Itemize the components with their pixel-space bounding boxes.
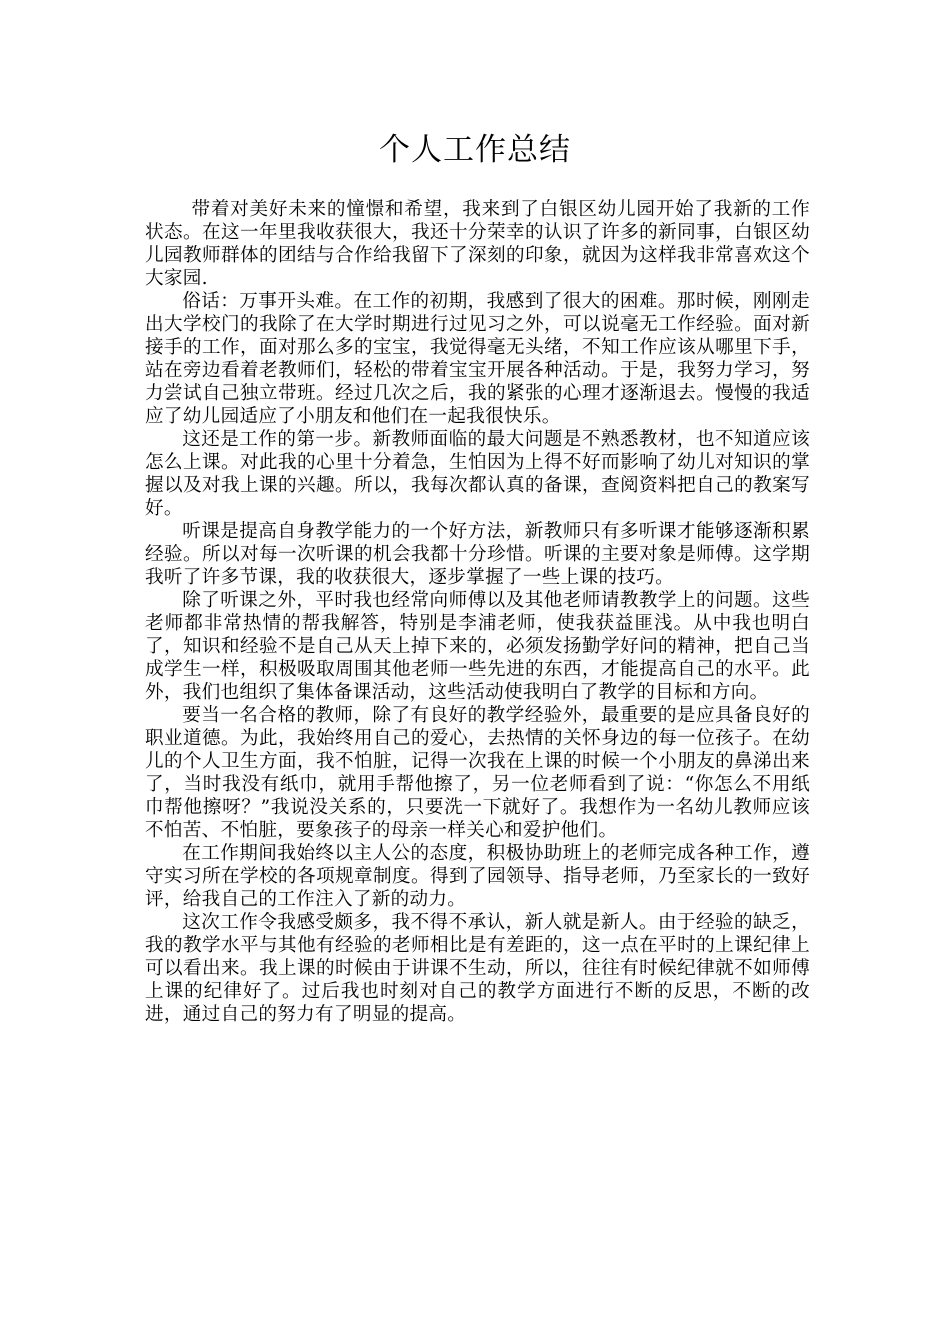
paragraph-5: 除了听课之外，平时我也经常向师傅以及其他老师请教教学上的问题。这些老师都非常热情的帮我解答，特别是李浦老师，使我获益匪浅。从中我也明白了，知识和经验不是自己从天上掉下来的，必须发扬勤学好问的精神，把自己当成学生一样，积极吸取周围其他老师一些先进的东西，才能提高自己的水平。此外，我们也组织了集体备课活动，这些活动使我明白了教学的目标和方向。 — [145, 590, 810, 703]
paragraph-3: 这还是工作的第一步。新教师面临的最大问题是不熟悉教材，也不知道应该怎么上课。对此我的心里十分着急，生怕因为上得不好而影响了幼儿对知识的掌握以及对我上课的兴趣。所以，我每次都认真的备课，查阅资料把自己的教案写好。 — [145, 429, 810, 519]
paragraph-4: 听课是提高自身教学能力的一个好方法，新教师只有多听课才能够逐渐积累经验。所以对每一次听课的机会我都十分珍惜。听课的主要对象是师傅。这学期我听了许多节课，我的收获很大，逐步掌握了一些上课的技巧。 — [145, 521, 810, 588]
document-body — [145, 198, 810, 1026]
paragraph-8: 这次工作令我感受颇多，我不得不承认，新人就是新人。由于经验的缺乏，我的教学水平与其他有经验的老师相比是有差距的，这一点在平时的上课纪律上可以看出来。我上课的时候由于讲课不生动，所以，往往有时候纪律就不如师傅上课的纪律好了。过后我也时刻对自己的教学方面进行不断的反思，不断的改进，通过自己的努力有了明显的提高。 — [145, 912, 810, 1025]
paragraph-1: 带着对美好未来的憧憬和希望，我来到了白银区幼儿园开始了我新的工作状态。在这一年里我收获很大，我还十分荣幸的认识了许多的新同事，白银区幼儿园教师群体的团结与合作给我留下了深刻的印象，就因为这样我非常喜欢这个大家园. — [145, 199, 810, 289]
page-title: 个人工作总结 — [379, 132, 571, 168]
paragraph-2: 俗话：万事开头难。在工作的初期，我感到了很大的困难。那时候，刚刚走出大学校门的我除了在大学时期进行过见习之外，可以说毫无工作经验。面对新接手的工作，面对那么多的宝宝，我觉得毫无头绪，不知工作应该从哪里下手，站在旁边看着老教师们，轻松的带着宝宝开展各种活动。于是，我努力学习，努力尝试自己独立带班。经过几次之后，我的紧张的心理才逐渐退去。慢慢的我适应了幼儿园适应了小朋友和他们在一起我很快乐。 — [145, 291, 810, 427]
paragraph-6: 要当一名合格的教师，除了有良好的教学经验外，最重要的是应具备良好的职业道德。为此，我始终用自己的爱心，去热情的关怀身边的每一位孩子。在幼儿的个人卫生方面，我不怕脏，记得一次我在上课的时候一个小朋友的鼻涕出来了，当时我没有纸巾，就用手帮他擦了，另一位老师看到了说：“你怎么不用纸巾帮他擦呀？”我说没关系的，只要洗一下就好了。我想作为一名幼儿教师应该不怕苦、不怕脏，要象孩子的母亲一样关心和爱护他们。 — [145, 705, 810, 841]
paragraph-7: 在工作期间我始终以主人公的态度，积极协助班上的老师完成各种工作，遵守实习所在学校的各项规章制度。得到了园领导、指导老师，乃至家长的一致好评，给我自己的工作注入了新的动力。 — [145, 843, 810, 910]
